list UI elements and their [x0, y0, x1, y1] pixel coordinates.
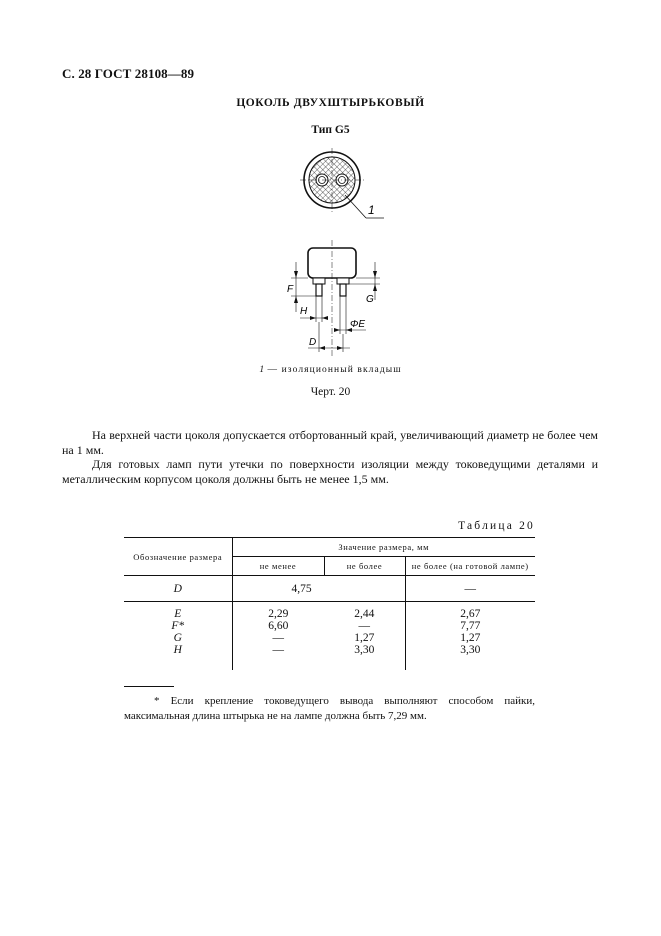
- header-value: Значение размера, мм: [232, 538, 535, 557]
- footnote-divider: [124, 686, 174, 687]
- legend-number: 1: [259, 365, 265, 375]
- table-row: [124, 620, 535, 632]
- table-label: Таблица 20: [458, 520, 535, 532]
- label-h: H: [300, 306, 308, 317]
- row-d-lamp: —: [405, 576, 535, 602]
- header-max: не более: [324, 557, 405, 576]
- row-max: —: [358, 619, 370, 632]
- page-header: С. 28 ГОСТ 28108—89: [62, 66, 195, 81]
- header-min: не менее: [232, 557, 324, 576]
- table-row: [124, 608, 535, 620]
- row-min: 2,29: [232, 608, 324, 620]
- section-title: ЦОКОЛЬ ДВУХШТЫРЬКОВЫЙ: [236, 97, 425, 109]
- table-row: [124, 644, 535, 656]
- table-row: [124, 576, 535, 602]
- table-row: [124, 632, 535, 644]
- row-d-value: 4,75: [232, 576, 405, 602]
- header-max-lamp: не более (на готовой лампе): [405, 557, 535, 576]
- row-lamp: 2,67: [405, 608, 535, 620]
- row-max: 1,27: [354, 631, 375, 644]
- figure-caption: Черт. 20: [310, 386, 351, 398]
- dimensions-table: [124, 537, 535, 670]
- label-e: ΦE: [350, 319, 366, 330]
- section-subtitle: Тип G5: [311, 124, 350, 136]
- drawing-legend: [0, 365, 661, 375]
- row-max: 3,30: [354, 643, 375, 656]
- row-min: —: [232, 644, 324, 656]
- row-min: —: [232, 632, 324, 644]
- callout-number: 1: [368, 203, 375, 217]
- row-name: E: [174, 607, 182, 620]
- row-lamp: 3,30: [405, 644, 535, 656]
- paragraph-1: На верхней части цоколя допускается отбортованный край, увеличивающий диаметр не более чем на 1 мм.: [62, 428, 598, 457]
- row-max: 2,44: [354, 607, 375, 620]
- row-name: G: [173, 631, 182, 644]
- row-d-name: D: [124, 576, 232, 602]
- label-f: F: [287, 284, 294, 295]
- header-designation: Обозначение размера: [124, 538, 232, 576]
- top-view: [300, 148, 384, 218]
- row-name: H: [173, 643, 182, 656]
- paragraph-2: Для готовых ламп пути утечки по поверхности изоляции между токоведущими деталями и металлическим корпусом цоколя должны быть не менее 1,5 мм.: [62, 457, 598, 486]
- row-lamp: 1,27: [405, 632, 535, 644]
- technical-drawing: [260, 145, 400, 360]
- side-view: [287, 240, 380, 356]
- row-lamp: 7,77: [405, 620, 535, 632]
- label-g: G: [366, 294, 374, 305]
- row-min: 6,60: [232, 620, 324, 632]
- legend-text: — изоляционный вкладыш: [264, 365, 402, 375]
- footnote: * Если крепление токоведущего вывода выполняют способом пайки, максимальная длина штырька не на лампе должна быть 7,29 мм.: [124, 695, 535, 722]
- row-name: F*: [171, 619, 185, 632]
- label-d: D: [309, 337, 317, 348]
